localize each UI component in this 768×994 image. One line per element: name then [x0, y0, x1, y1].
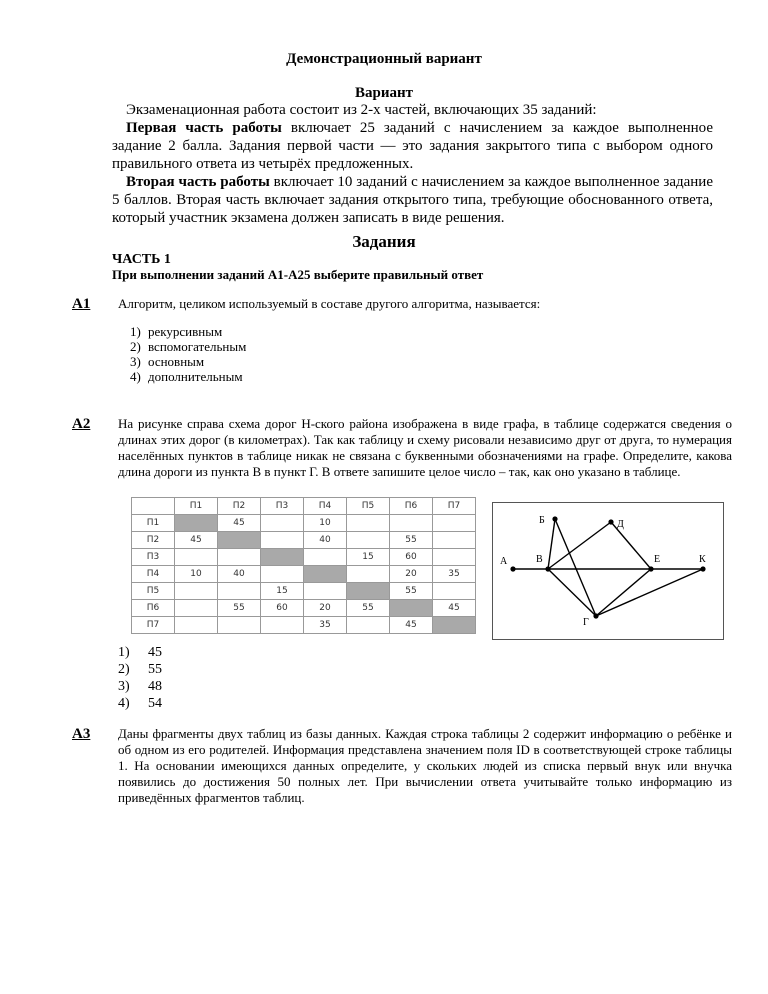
edge-G-K	[596, 569, 703, 616]
intro-part1	[112, 119, 713, 173]
edge-V-B	[548, 519, 555, 569]
table-cell	[261, 566, 304, 583]
table-cell: 55	[218, 600, 261, 617]
intro-part2	[112, 173, 713, 227]
a1-option: 4) дополнительным	[130, 369, 243, 384]
table-cell: 55	[390, 532, 433, 549]
table-cell: 10	[175, 566, 218, 583]
table-cell	[304, 566, 347, 583]
table-cell	[261, 532, 304, 549]
edge-B-G	[555, 519, 596, 616]
table-cell	[218, 549, 261, 566]
table-cell	[433, 549, 476, 566]
table-cell: 55	[390, 583, 433, 600]
table-cell	[175, 583, 218, 600]
edge-V-G	[548, 569, 596, 616]
table-header-row	[132, 498, 476, 515]
node-label-E: Е	[654, 554, 661, 565]
table-cell: 40	[218, 566, 261, 583]
table-cell	[433, 532, 476, 549]
part2-bold: Вторая часть работы	[126, 174, 270, 190]
row-header-cell: П2	[132, 532, 175, 549]
part2-text: включает 10 заданий с начислением за каждое выполненное задание 5 баллов. Вторая часть включает задания открытого типа, требующие обоснованного ответа, который участник экзамена должен записать в виде решения.	[112, 174, 713, 226]
table-row	[132, 583, 476, 600]
part1-text: включает 25 заданий с начислением за каждое выполненное задание 2 балла. Задания первой части — это задания закрытого типа с выбором одного правильного ответа из четырёх предложенных.	[112, 120, 714, 172]
table-header-cell: П6	[390, 498, 433, 515]
a1-question: Алгоритм, целиком используемый в составе другого алгоритма, называется:	[118, 296, 541, 311]
row-header-cell: П3	[132, 549, 175, 566]
intro-line: Экзаменационная работа состоит из 2-х частей, включающих 35 заданий:	[126, 102, 597, 118]
table-header-cell: П3	[261, 498, 304, 515]
table-cell	[261, 549, 304, 566]
edge-V-D	[548, 522, 611, 569]
task-label-a2: А2	[72, 416, 91, 432]
table-cell	[175, 515, 218, 532]
task-label-a3: А3	[72, 726, 91, 742]
document-title: Демонстрационный вариант	[286, 51, 482, 67]
table-cell	[433, 515, 476, 532]
table-cell	[218, 532, 261, 549]
node-D	[608, 519, 613, 524]
node-K	[700, 566, 705, 571]
table-cell	[261, 515, 304, 532]
row-header-cell: П6	[132, 600, 175, 617]
table-cell: 60	[261, 600, 304, 617]
node-A	[510, 566, 515, 571]
a3-question: Даны фрагменты двух таблиц из базы данных. Каждая строка таблицы 2 содержит информацию о ребёнке и об одном из его родителей. Информация представлена значением поля ID в соответствующей строке таблицы 1. На основании имеющихся данных определите, у скольких людей из списка первый внук или внучка появились до достижения 50 полных лет. При вычислении ответа учитывайте только информацию из приведённых фрагментов таблиц.	[118, 726, 732, 805]
table-cell: 55	[347, 600, 390, 617]
node-label-G: Г	[583, 617, 589, 628]
part1-bold: Первая часть работы	[126, 120, 282, 136]
table-cell: 20	[390, 566, 433, 583]
distance-table	[131, 497, 476, 634]
intro-block	[112, 101, 713, 227]
node-E	[648, 566, 653, 571]
table-cell	[390, 515, 433, 532]
task-label-a1: А1	[72, 296, 91, 312]
table-cell: 45	[433, 600, 476, 617]
table-cell: 10	[304, 515, 347, 532]
table-header-cell: П1	[175, 498, 218, 515]
table-row	[132, 532, 476, 549]
table-cell: 35	[433, 566, 476, 583]
table-cell: 15	[261, 583, 304, 600]
a1-option: 2) вспомогательным	[130, 339, 247, 354]
part-heading: ЧАСТЬ 1	[112, 252, 171, 267]
row-header-cell: П4	[132, 566, 175, 583]
table-row	[132, 515, 476, 532]
part-instruction: При выполнении заданий А1-А25 выберите правильный ответ	[112, 267, 484, 282]
a2-option: 2) 55	[118, 662, 162, 677]
table-cell: 45	[218, 515, 261, 532]
table-cell: 35	[304, 617, 347, 634]
node-label-V: В	[536, 554, 543, 565]
table-cell	[433, 617, 476, 634]
table-cell	[304, 549, 347, 566]
table-row	[132, 617, 476, 634]
node-G	[593, 613, 598, 618]
table-header-cell: П2	[218, 498, 261, 515]
table-header-cell	[132, 498, 175, 515]
node-B	[552, 516, 557, 521]
table-cell	[347, 532, 390, 549]
table-cell	[218, 617, 261, 634]
node-label-A: А	[500, 556, 508, 567]
table-cell	[175, 549, 218, 566]
node-label-B: Б	[539, 515, 545, 526]
table-cell	[390, 600, 433, 617]
node-label-K: К	[699, 554, 706, 565]
table-header-cell: П5	[347, 498, 390, 515]
a2-options	[118, 644, 162, 712]
table-header-cell: П4	[304, 498, 347, 515]
row-header-cell: П5	[132, 583, 175, 600]
table-cell	[304, 583, 347, 600]
a1-option: 3) основным	[130, 354, 205, 369]
a2-option: 1) 45	[118, 645, 162, 660]
tasks-heading: Задания	[352, 232, 416, 251]
table-cell	[347, 566, 390, 583]
a1-options	[130, 324, 246, 384]
variant-heading: Вариант	[354, 85, 413, 101]
table-cell: 20	[304, 600, 347, 617]
table-header-cell: П7	[433, 498, 476, 515]
table-cell: 60	[390, 549, 433, 566]
table-cell: 45	[390, 617, 433, 634]
a2-option: 3) 48	[118, 679, 162, 694]
table-cell	[218, 583, 261, 600]
row-header-cell: П7	[132, 617, 175, 634]
table-row	[132, 549, 476, 566]
edge-G-E	[596, 569, 651, 616]
node-label-D: Д	[617, 519, 624, 530]
table-cell: 40	[304, 532, 347, 549]
a2-question: На рисунке справа схема дорог Н-ского района изображена в виде графа, в таблице содержатся сведения о длинах этих дорог (в километрах). Так как таблицу и схему рисовали независимо друг от друга, то нумерация населённых пунктов в таблице никак не связана с буквенными обозначениями на графе. Определите, какова длина дороги из пункта В в пункт Г. В ответе запишите целое число – так, как оно указано в таблице.	[118, 416, 732, 479]
a2-option: 4) 54	[118, 696, 162, 711]
table-row	[132, 600, 476, 617]
table-cell	[347, 515, 390, 532]
table-cell	[347, 583, 390, 600]
table-cell: 15	[347, 549, 390, 566]
table-cell: 45	[175, 532, 218, 549]
table-cell	[175, 600, 218, 617]
road-graph	[492, 502, 724, 640]
a1-option: 1) рекурсивным	[130, 324, 223, 339]
row-header-cell: П1	[132, 515, 175, 532]
node-V	[545, 566, 550, 571]
table-cell	[175, 617, 218, 634]
table-cell	[347, 617, 390, 634]
table-cell	[433, 583, 476, 600]
table-row	[132, 566, 476, 583]
table-cell	[261, 617, 304, 634]
road-graph-svg	[493, 503, 723, 639]
